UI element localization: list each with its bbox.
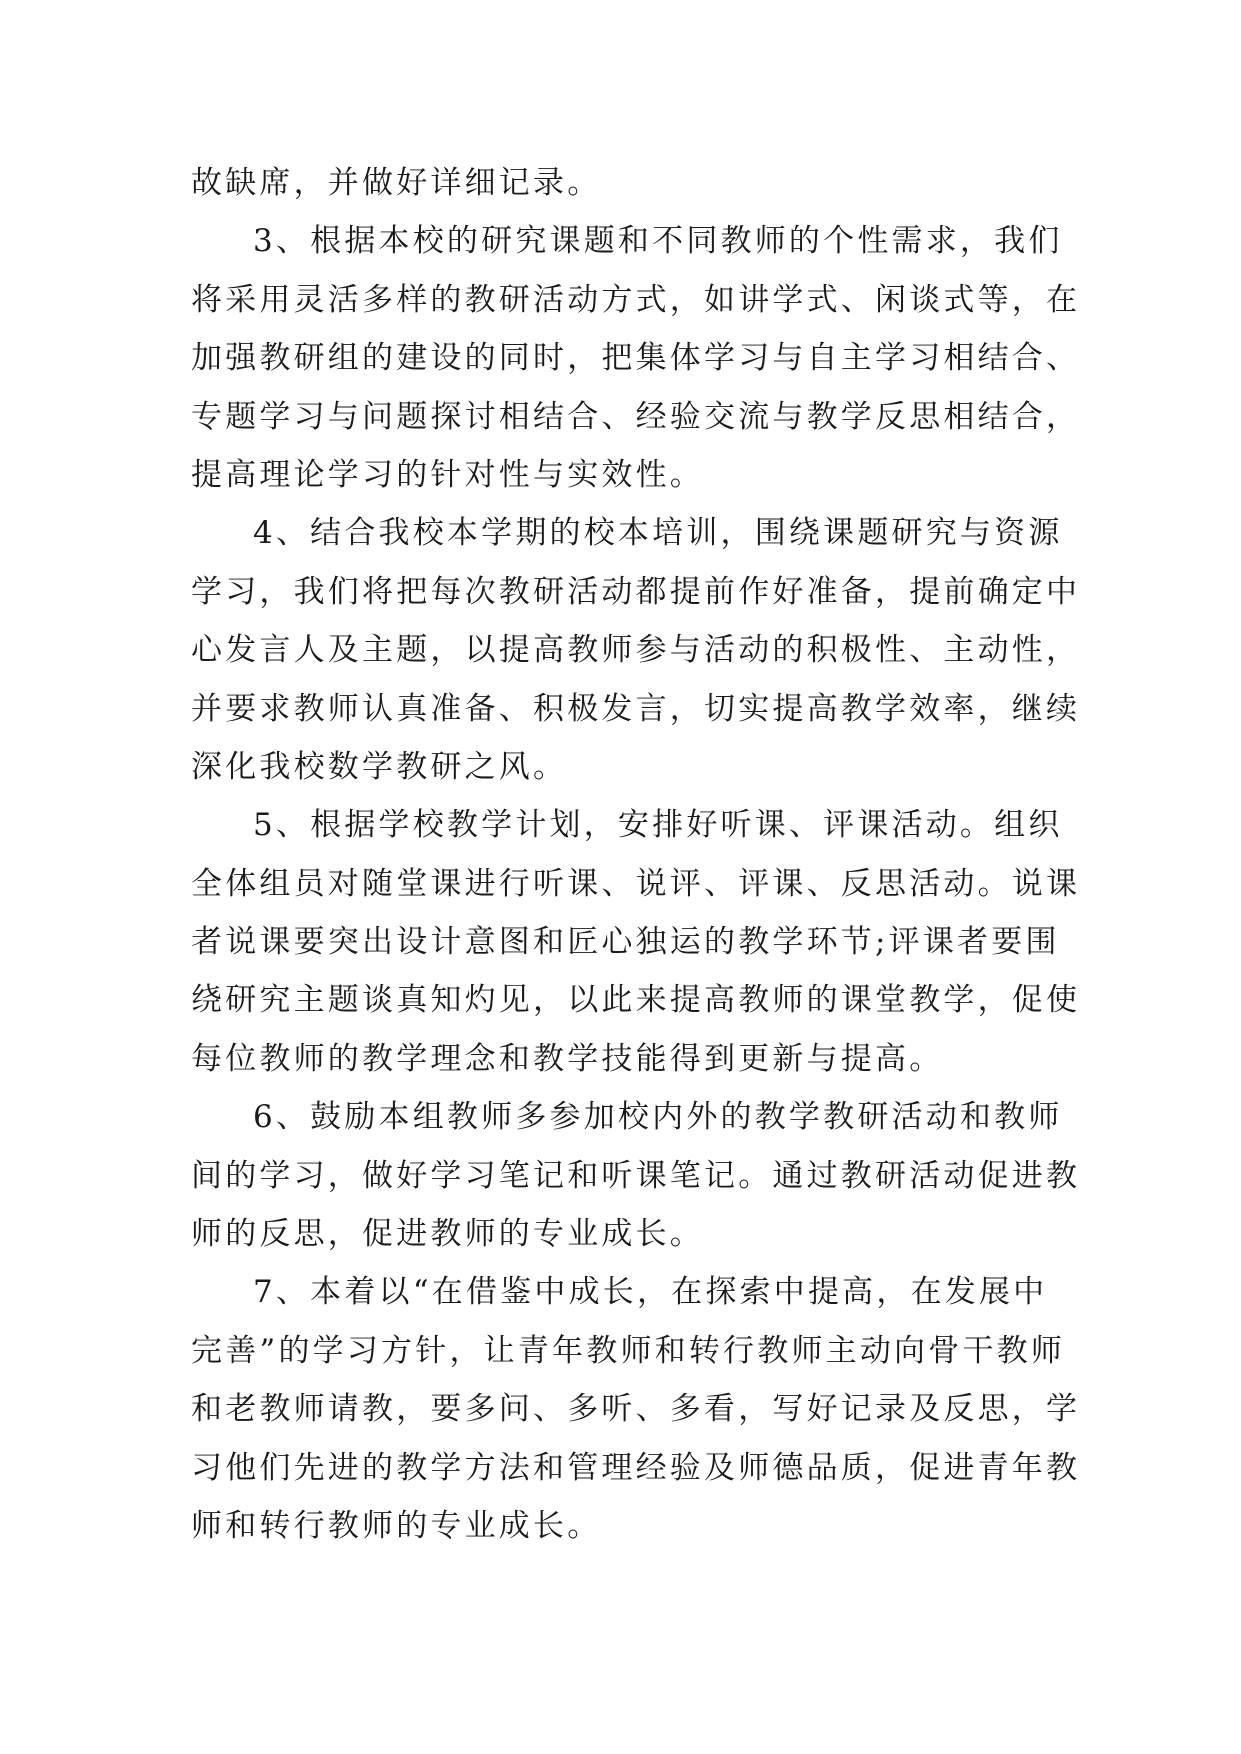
text-line: 加强教研组的建设的同时，把集体学习与自主学习相结合、 [191,340,1081,377]
text-line: 6、鼓励本组教师多参加校内外的教学教研活动和教师 [253,1099,1063,1136]
paragraph-continuation [191,154,1051,212]
paragraph-item-7 [191,1263,1081,1555]
paragraph-item-6 [191,1088,1081,1263]
text-line: 3、根据本校的研究课题和不同教师的个性需求，我们 [253,223,1063,260]
text-line: 深化我校数学教研之风。 [191,748,568,785]
text-line: 师的反思，促进教师的专业成长。 [191,1216,704,1253]
text-line: 5、根据学校教学计划，安排好听课、评课活动。组织 [253,807,1063,844]
text-line: 提高理论学习的针对性与实效性。 [191,456,704,493]
text-line: 故缺席，并做好详细记录。 [191,165,602,201]
text-line: 专题学习与问题探讨相结合、经验交流与教学反思相结合， [191,398,1081,435]
text-line: 4、结合我校本学期的校本培训，围绕课题研究与资源 [253,515,1063,552]
text-line: 全体组员对随堂课进行听课、说评、评课、反思活动。说课 [191,865,1081,902]
text-line: 和老教师请教，要多问、多听、多看，写好记录及反思，学 [191,1391,1081,1428]
text-line: 师和转行教师的专业成长。 [191,1507,602,1544]
text-line: 者说课要突出设计意图和匠心独运的教学环节;评课者要围 [191,924,1060,961]
text-line: 间的学习，做好学习笔记和听课笔记。通过教研活动促进教 [191,1157,1081,1194]
paragraph-item-5 [191,796,1081,1088]
text-line: 并要求教师认真准备、积极发言，切实提高教学效率，继续 [191,690,1081,727]
text-line: 将采用灵活多样的教研活动方式，如讲学式、闲谈式等，在 [191,281,1081,318]
text-line: 7、本着以“在借鉴中成长，在探索中提高，在发展中 [253,1274,1048,1311]
text-line: 完善”的学习方针，让青年教师和转行教师主动向骨干教师 [191,1332,1066,1369]
text-line: 习他们先进的教学方法和管理经验及师德品质，促进青年教 [191,1449,1081,1486]
text-line: 心发言人及主题，以提高教师参与活动的积极性、主动性， [191,632,1081,669]
paragraph-item-3 [191,212,1081,504]
text-line: 每位教师的教学理念和教学技能得到更新与提高。 [191,1040,944,1077]
text-line: 绕研究主题谈真知灼见，以此来提高教师的课堂教学，促使 [191,982,1081,1019]
document-body [191,154,1081,1555]
text-line: 学习，我们将把每次教研活动都提前作好准备，提前确定中 [191,573,1081,610]
paragraph-item-4 [191,504,1081,796]
